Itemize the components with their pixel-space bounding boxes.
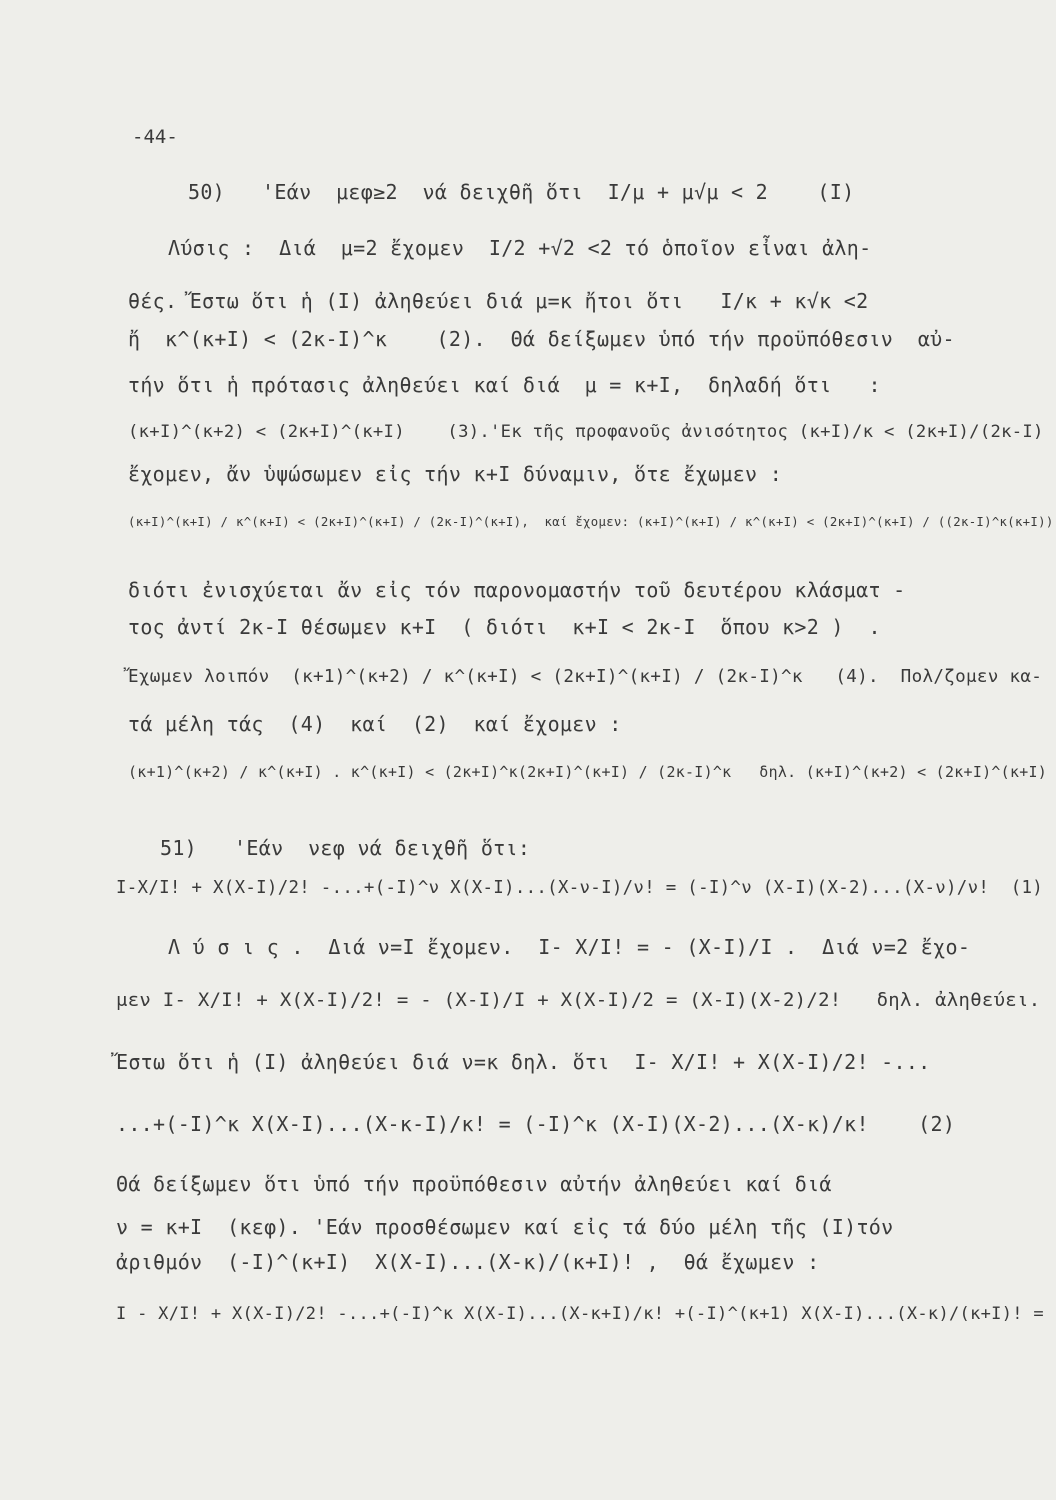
text-line: διότι ἐνισχύεται ἄν εἰς τόν παρονομαστήν τοῦ δευτέρου κλάσματ - bbox=[128, 578, 906, 602]
text-line: Λύσις : Διά μ=2 ἔχομεν I/2 +√2 <2 τό ὁποῖον εἶναι ἀλη- bbox=[168, 236, 872, 260]
text-line: ἤ κ^(κ+I) < (2κ-I)^κ (2). Θά δείξωμεν ὑπό τήν προϋπόθεσιν αὐ- bbox=[128, 327, 955, 351]
text-line: μεν I- X/I! + X(X-I)/2! = - (X-I)/I + X(X-I)/2 = (X-I)(X-2)/2! δηλ. ἀληθεύει. bbox=[116, 989, 1041, 1011]
text-line: (κ+1)^(κ+2) / κ^(κ+I) . κ^(κ+I) < (2κ+I)^κ(2κ+I)^(κ+I) / (2κ-I)^κ δηλ. (κ+I)^(κ+2) < (2κ+I)^(κ+I) bbox=[128, 763, 1048, 781]
text-line: (κ+I)^(κ+I) / κ^(κ+I) < (2κ+I)^(κ+I) / (2κ-I)^(κ+I), καί ἔχομεν: (κ+I)^(κ+I) / κ^(κ+I) < (2κ+I)^(κ+I) / ((2κ-I)^κ(κ+I)) bbox=[128, 515, 1054, 529]
text-line: θές. Ἔστω ὅτι ἡ (I) ἀληθεύει διά μ=κ ἤτοι ὅτι I/κ + κ√κ <2 bbox=[128, 289, 869, 313]
text-line: Ἔχωμεν λοιπόν (κ+1)^(κ+2) / κ^(κ+I) < (2κ+I)^(κ+I) / (2κ-I)^κ (4). Πολ/ζομεν κα- bbox=[128, 667, 1043, 687]
text-line: Ἔστω ὅτι ἡ (I) ἀληθεύει διά ν=κ δηλ. ὅτι I- X/I! + X(X-I)/2! -... bbox=[116, 1050, 931, 1074]
text-line: Θά δείξωμεν ὅτι ὑπό τήν προϋπόθεσιν αὐτήν ἀληθεύει καί διά bbox=[116, 1172, 832, 1196]
text-line: ἀριθμόν (-I)^(κ+I) X(X-I)...(X-κ)/(κ+I)! , θά ἔχωμεν : bbox=[116, 1250, 820, 1274]
text-line: τος ἀντί 2κ-I θέσωμεν κ+I ( διότι κ+I < 2κ-I ὅπου κ>2 ) . bbox=[128, 615, 881, 639]
text-line: 51) 'Εάν νεφ νά δειχθῆ ὅτι: bbox=[160, 836, 531, 860]
text-line: Λ ύ σ ι ς . Διά ν=I ἔχομεν. I- X/I! = - (X-I)/I . Διά ν=2 ἔχο- bbox=[168, 935, 971, 959]
text-line: ...+(-I)^κ X(X-I)...(X-κ-I)/κ! = (-I)^κ (X-I)(X-2)...(X-κ)/κ! (2) bbox=[116, 1112, 956, 1136]
text-line: ν = κ+I (κεφ). 'Εάν προσθέσωμεν καί εἰς τά δύο μέλη τῆς (I)τόν bbox=[116, 1215, 894, 1239]
text-line: 50) 'Εάν μεφ≥2 νά δειχθῆ ὅτι I/μ + μ√μ < 2 (I) bbox=[188, 180, 855, 204]
text-line: ἔχομεν, ἄν ὑψώσωμεν εἰς τήν κ+I δύναμιν, ὅτε ἔχωμεν : bbox=[128, 462, 783, 486]
page-number: -44- bbox=[132, 126, 178, 148]
text-line: τήν ὅτι ἡ πρότασις ἀληθεύει καί διά μ = κ+I, δηλαδή ὅτι : bbox=[128, 373, 881, 397]
text-line: I-X/I! + X(X-I)/2! -...+(-I)^ν X(X-I)...(X-ν-I)/ν! = (-I)^ν (X-I)(X-2)...(X-ν)/ν! (1) bbox=[116, 878, 1044, 898]
text-line: τά μέλη τάς (4) καί (2) καί ἔχομεν : bbox=[128, 712, 622, 736]
text-line: (κ+I)^(κ+2) < (2κ+I)^(κ+I) (3).'Εκ τῆς προφανοῦς ἀνισότητος (κ+I)/κ < (2κ+I)/(2κ-I) bbox=[128, 422, 1044, 442]
text-line: I - X/I! + X(X-I)/2! -...+(-I)^κ X(X-I)...(X-κ+I)/κ! +(-I)^(κ+1) X(X-I)...(X-κ)/(κ+I)! = bbox=[116, 1304, 1044, 1324]
